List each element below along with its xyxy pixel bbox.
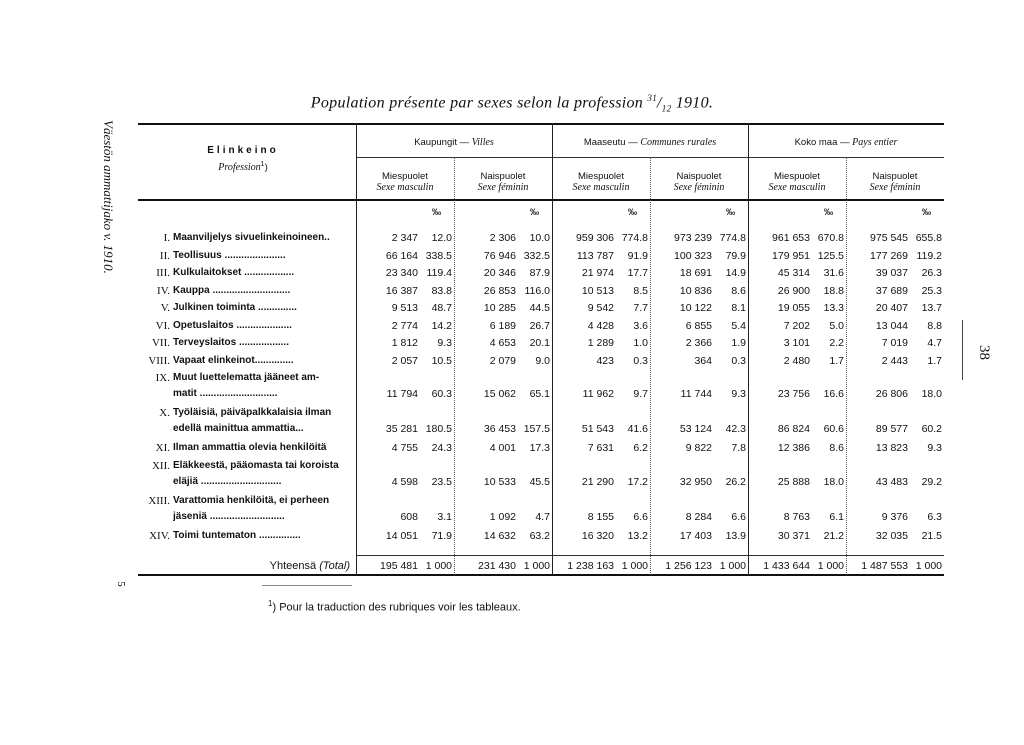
table-row [138,319,944,333]
count-cell: 4 428 [587,319,614,332]
count-cell: 39 037 [875,267,908,279]
permille-cell: 41.6 [627,423,648,435]
group-header-rurales: Maaseutu — Communes rurales [583,137,717,148]
permille-cell: 91.9 [627,249,648,262]
row-number: XI. [155,442,170,454]
row-label: Toimi tuntematon ............... [173,529,301,541]
count-cell: 14 051 [385,529,418,542]
permille-cell: 18.0 [823,475,844,488]
count-cell: 2 443 [881,354,908,367]
elinkeino-label: Elinkeino [207,145,279,156]
table-row [138,510,944,524]
permille-cell: 180.5 [425,423,452,435]
table-row-label-line [138,494,944,508]
permille-cell: 8.6 [731,284,746,297]
count-cell: 364 [694,354,712,367]
title-text: Population présente par sexes selon la profession [310,94,644,112]
row-number: I. [163,232,170,244]
count-cell: 1 238 163 [567,560,614,572]
permille-cell: 17.2 [627,475,648,488]
permille-cell: 17.3 [529,442,550,454]
page-title: Population présente par sexes selon la profession $^{31}/_{12}$ 1910. [310,93,714,114]
count-cell: 8 284 [685,510,712,523]
row-label: Ilman ammattia olevia henkilöitä [173,442,327,453]
permille-cell: 3.6 [633,319,648,332]
permille-cell: 18.8 [823,284,844,297]
table-row [138,441,944,455]
table-row [138,301,944,315]
table-row [138,529,944,543]
table-bottom-rule [138,574,944,576]
count-cell: 231 430 [478,560,516,572]
count-cell: 2 774 [391,319,418,332]
permille-cell: 9.0 [535,354,550,367]
permille-cell: 670.8 [817,232,844,244]
count-cell: 12 386 [777,442,810,454]
count-cell: 2 057 [391,354,418,367]
row-label: Vapaat elinkeinot.............. [173,354,294,366]
permille-cell: 5.0 [829,319,844,332]
row-number: IV. [157,284,170,297]
permille-cell: 42.3 [725,423,746,435]
permille-cell: 87.9 [529,267,550,279]
permille-header: ‰ [824,207,833,217]
count-cell: 973 239 [674,232,712,244]
count-cell: 10 533 [483,475,516,488]
row-label: Varattomia henkilöitä, ei perheen [173,494,330,506]
permille-cell: 8.8 [927,319,942,332]
female-header: Naispuolet Sexe féminin [477,171,529,193]
male-header: Miespuolet Sexe masculin [768,171,826,193]
permille-cell: 8.5 [633,284,648,297]
count-cell: 1 256 123 [665,560,712,572]
permille-cell: 17.7 [627,267,648,279]
permille-cell: 16.6 [823,388,844,400]
count-cell: 25 888 [777,475,810,488]
permille-cell: 31.6 [823,267,844,279]
count-cell: 9 822 [685,442,712,454]
row-number: IX. [155,372,170,384]
permille-cell: 79.9 [725,249,746,262]
count-cell: 86 824 [777,423,810,435]
count-cell: 15 062 [483,388,516,400]
count-cell: 6 855 [685,319,712,332]
permille-cell: 6.2 [633,442,648,454]
count-cell: 1 487 553 [861,560,908,572]
permille-cell: 8.1 [731,302,746,314]
count-cell: 1 812 [391,337,418,349]
permille-cell: 1 000 [719,560,746,572]
permille-cell: 21.5 [921,529,942,542]
table-row [138,422,944,436]
permille-cell: 48.7 [431,302,452,314]
permille-cell: 1.7 [829,354,844,367]
table-row [138,354,944,368]
count-cell: 45 314 [777,267,810,279]
count-cell: 14 632 [483,529,516,542]
table-row-label-line [138,371,944,385]
count-cell: 20 346 [483,267,516,279]
permille-cell: 9.7 [633,388,648,400]
permille-cell: 9.3 [927,442,942,454]
permille-cell: 25.3 [921,284,942,297]
permille-cell: 83.8 [431,284,452,297]
count-cell: 32 035 [875,529,908,542]
permille-cell: 4.7 [927,337,942,349]
permille-cell: 3.1 [437,510,452,523]
title-frac-den: 12 [661,103,672,114]
permille-cell: 9.3 [731,388,746,400]
row-number: III. [156,267,170,279]
permille-cell: 8.6 [829,442,844,454]
row-label: Teollisuus ...................... [173,249,286,261]
count-cell: 2 306 [489,232,516,244]
count-cell: 7 631 [587,442,614,454]
count-cell: 177 269 [870,249,908,262]
count-cell: 51 543 [581,423,614,435]
permille-cell: 26.2 [725,475,746,488]
permille-cell: 1 000 [425,560,452,572]
row-label: Kauppa ............................ [173,284,291,296]
permille-cell: 1 000 [915,560,942,572]
count-cell: 37 689 [875,284,908,297]
row-number: VI. [155,319,170,332]
count-cell: 9 542 [587,302,614,314]
count-cell: 195 481 [380,560,418,572]
count-cell: 23 756 [777,388,810,400]
count-cell: 7 019 [881,337,908,349]
permille-cell: 0.3 [633,354,648,367]
count-cell: 2 480 [783,354,810,367]
permille-cell: 6.6 [731,510,746,523]
count-cell: 10 285 [483,302,516,314]
permille-cell: 13.7 [921,302,942,314]
permille-header: ‰ [726,207,735,217]
count-cell: 36 453 [483,423,516,435]
row-label: Maanviljelys sivuelinkeinoineen.. [173,232,330,243]
permille-cell: 13.2 [627,529,648,542]
row-label: Muut luettelematta jääneet am- [173,372,320,383]
count-cell: 66 164 [385,249,418,262]
count-cell: 3 101 [783,337,810,349]
permille-cell: 45.5 [529,475,550,488]
permille-header: ‰ [628,207,637,217]
count-cell: 8 155 [587,510,614,523]
permille-cell: 13.3 [823,302,844,314]
permille-cell: 26.7 [529,319,550,332]
count-cell: 10 513 [581,284,614,297]
page-number: 38 [976,345,992,360]
permille-cell: 774.8 [621,232,648,244]
row-number: XIV. [149,529,170,542]
count-cell: 89 577 [875,423,908,435]
count-cell: 959 306 [576,232,614,244]
table-row [138,249,944,263]
permille-cell: 14.9 [725,267,746,279]
count-cell: 113 787 [576,249,614,262]
permille-cell: 1 000 [621,560,648,572]
permille-header: ‰ [432,207,441,217]
row-label: Työläisiä, päiväpalkkalaisia ilman [173,407,332,418]
margin-mark: 5 [114,581,127,587]
permille-header: ‰ [922,207,931,217]
group-header-villes: Kaupungit — Villes [414,137,494,148]
count-cell: 10 836 [679,284,712,297]
title-frac-num: 31 [647,93,658,103]
permille-cell: 5.4 [731,319,746,332]
permille-cell: 1 000 [523,560,550,572]
permille-cell: 60.3 [431,388,452,400]
table-row [138,266,944,280]
table-row [138,387,944,401]
permille-header: ‰ [530,207,539,217]
row-number: VII. [151,337,170,349]
row-label: Terveyslaitos .................. [173,337,289,348]
table-row-label-line [138,406,944,420]
count-cell: 17 403 [679,529,712,542]
permille-cell: 0.3 [731,354,746,367]
permille-cell: 116.0 [524,284,550,297]
count-cell: 100 323 [674,249,712,262]
row-label-cont: jäseniä ........................... [173,510,285,522]
permille-cell: 1 000 [817,560,844,572]
permille-cell: 10.0 [529,232,550,244]
permille-cell: 71.9 [431,529,452,542]
count-cell: 13 044 [875,319,908,332]
count-cell: 21 290 [581,475,614,488]
count-cell: 26 806 [875,388,908,400]
permille-cell: 4.7 [535,510,550,523]
permille-cell: 119.4 [426,267,452,279]
male-header: Miespuolet Sexe masculin [572,171,630,193]
permille-cell: 6.1 [829,510,844,523]
permille-cell: 24.3 [431,442,452,454]
row-number: II. [159,249,170,262]
count-cell: 13 823 [875,442,908,454]
count-cell: 16 320 [581,529,614,542]
permille-cell: 60.6 [823,423,844,435]
row-number: VIII. [148,354,170,367]
count-cell: 11 962 [582,388,614,400]
count-cell: 30 371 [777,529,810,542]
permille-cell: 29.2 [921,475,942,488]
table-top-rule [138,123,944,125]
permille-cell: 6.6 [633,510,648,523]
permille-cell: 13.9 [725,529,746,542]
count-cell: 961 653 [772,232,810,244]
count-cell: 9 376 [881,510,908,523]
count-cell: 2 347 [391,232,418,244]
count-cell: 11 794 [386,388,418,400]
count-cell: 9 513 [391,302,418,314]
count-cell: 1 289 [587,337,614,349]
permille-cell: 338.5 [425,249,452,262]
count-cell: 7 202 [783,319,810,332]
row-label-cont: eläjiä ............................. [173,475,282,487]
count-cell: 1 433 644 [763,560,810,572]
row-label-cont: edellä mainittua ammattia... [173,423,304,434]
count-cell: 2 079 [489,354,516,367]
permille-cell: 63.2 [529,529,550,542]
title-year: 1910. [675,94,714,112]
permille-cell: 65.1 [529,388,550,400]
row-label: Kulkulaitokset .................. [173,267,295,278]
permille-cell: 1.9 [731,337,746,349]
permille-cell: 9.3 [437,337,452,349]
row-number: XII. [151,459,170,472]
footnote: $^1$) Pour la traduction des rubriques voir les tableaux. [268,599,521,614]
count-cell: 35 281 [385,423,418,435]
row-number: XIII. [148,494,170,507]
count-cell: 20 407 [875,302,908,314]
count-cell: 423 [596,354,614,367]
count-cell: 6 189 [489,319,516,332]
permille-cell: 26.3 [921,267,942,279]
female-header: Naispuolet Sexe féminin [869,171,921,193]
row-label: Opetuslaitos .................... [173,319,292,331]
permille-cell: 655.8 [915,232,942,244]
count-cell: 26 900 [777,284,810,297]
count-cell: 179 951 [772,249,810,262]
permille-cell: 12.0 [431,232,452,244]
permille-cell: 125.5 [817,249,844,262]
count-cell: 76 946 [483,249,516,262]
table-row [138,284,944,298]
count-cell: 1 092 [489,510,516,523]
count-cell: 2 366 [685,337,712,349]
count-cell: 26 853 [483,284,516,297]
permille-cell: 44.5 [529,302,550,314]
permille-cell: 23.5 [431,475,452,488]
count-cell: 10 122 [679,302,712,314]
count-cell: 53 124 [679,423,712,435]
permille-cell: 119.2 [916,249,942,262]
female-header: Naispuolet Sexe féminin [673,171,725,193]
count-cell: 23 340 [385,267,418,279]
permille-cell: 21.2 [823,529,844,542]
profession-table [138,123,944,575]
profession-label: Profession$^1$) [218,161,268,174]
permille-cell: 1.0 [633,337,648,349]
group-header-pays: Koko maa — Pays entier [794,137,898,148]
table-row [138,475,944,489]
row-number: V. [160,302,170,314]
running-head-left: Väestön ammattijako v. 1910. [101,120,116,274]
count-cell: 43 483 [875,475,908,488]
count-cell: 4 653 [489,337,516,349]
footnote-rule [262,585,352,587]
male-header: Miespuolet Sexe masculin [376,171,434,193]
permille-cell: 2.2 [829,337,844,349]
count-cell: 975 545 [870,232,908,244]
count-cell: 4 001 [489,442,516,454]
count-cell: 16 387 [385,284,418,297]
permille-cell: 6.3 [927,510,942,523]
row-label-cont: matit ............................ [173,388,278,399]
count-cell: 608 [400,510,418,523]
count-cell: 32 950 [679,475,712,488]
count-cell: 19 055 [777,302,810,314]
row-number: X. [159,407,170,419]
table-row-label-line [138,459,944,473]
total-row [138,559,944,573]
permille-cell: 20.1 [529,337,550,349]
permille-cell: 10.5 [431,354,452,367]
total-label: Yhteensä (Total) [269,560,350,572]
count-cell: 4 755 [391,442,418,454]
permille-cell: 7.7 [633,302,648,314]
permille-cell: 1.7 [927,354,942,367]
table-row [138,231,944,245]
row-label: Julkinen toiminta .............. [173,302,297,313]
permille-cell: 18.0 [921,388,942,400]
permille-cell: 60.2 [921,423,942,435]
row-label: Eläkkeestä, pääomasta tai koroista [173,459,339,471]
permille-cell: 332.5 [523,249,550,262]
count-cell: 21 974 [581,267,614,279]
count-cell: 8 763 [783,510,810,523]
count-cell: 4 598 [391,475,418,488]
header-bottom-rule [138,199,944,201]
permille-cell: 774.8 [719,232,746,244]
permille-cell: 7.8 [731,442,746,454]
permille-cell: 157.5 [523,423,550,435]
table-row [138,336,944,350]
count-cell: 18 691 [679,267,712,279]
count-cell: 11 744 [680,388,712,400]
permille-cell: 14.2 [431,319,452,332]
